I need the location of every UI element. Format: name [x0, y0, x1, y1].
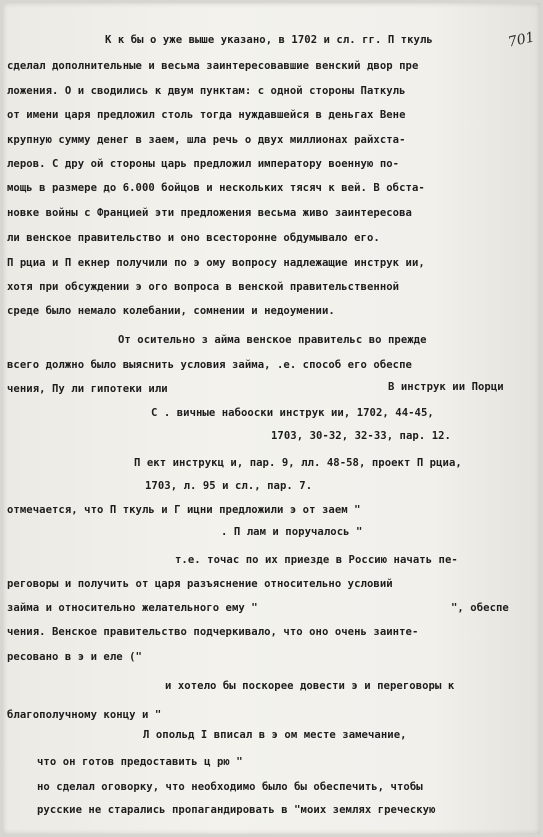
text-line: что он готов предоставить ц рю "	[37, 756, 243, 768]
text-line: т.е. точас по их приезде в Россию начать пе-	[175, 554, 458, 566]
text-line: крупную сумму денег в заем, шла речь о двух миллионах райхста-	[7, 134, 406, 146]
text-line: ресовано в э и еле ("	[7, 651, 142, 663]
text-line: Л опольд I вписал в э ом месте замечание,	[143, 729, 407, 741]
text-line: От осительно з айма венское правительс во прежде	[118, 334, 427, 346]
page-number-mark: 701	[506, 29, 537, 51]
text-line: среде было немало колебании, сомнении и недоумении.	[7, 305, 335, 317]
text-line: В инструк ии Порци	[388, 381, 504, 393]
text-line: ложения. О и сводились к двум пунктам: с одной стороны Паткуль	[7, 85, 406, 97]
text-line: но сделал оговорку, что необходимо было бы обеспечить, чтобы	[37, 781, 423, 793]
text-line: 1703, л. 95 и сл., пар. 7.	[145, 480, 313, 492]
text-line: всего должно было выяснить условия займа, .е. способ его обеспе	[7, 359, 412, 371]
text-line: К к бы о уже выше указано, в 1702 и сл. гг. П ткуль	[105, 34, 433, 46]
text-line: от имени царя предложил столь тогда нуждавшейся в деньгах Вене	[7, 109, 406, 121]
document-page	[3, 3, 540, 834]
text-line: чения, Пу ли гипотеки или	[7, 383, 168, 395]
text-line: благополучному концу и "	[7, 709, 162, 721]
text-line: сделал дополнительные и весьма заинтересовавшие венский двор пре	[7, 60, 419, 72]
text-line: П рциа и П екнер получили по э ому вопросу надлежащие инструк ии,	[7, 257, 425, 269]
text-line: реговоры и получить от царя разъяснение относительно условий	[7, 578, 393, 590]
text-line: и хотело бы поскорее довести э и переговоры к	[165, 680, 455, 692]
text-line: чения. Венское правительство подчеркивало, что оно очень заинте-	[7, 626, 419, 638]
text-line: новке войны с Францией эти предложения весьма живо заинтересова	[7, 207, 412, 219]
text-line: С . вичные набооски инструк ии, 1702, 44-45,	[151, 407, 434, 419]
text-line: . П лам и поручалось "	[221, 526, 363, 538]
text-line: ли венское правительство и оно всесторонне обдумывало его.	[7, 232, 380, 244]
text-line: П ект инструкц и, пар. 9, лл. 48-58, проект П рциа,	[134, 457, 462, 469]
text-line: отмечается, что П ткуль и Г ицни предложили э от заем "	[7, 504, 361, 516]
text-line: мощь в размере до 6.000 бойцов и нескольких тясяч к вей. В обста-	[7, 182, 425, 194]
text-line: леров. С дру ой стороны царь предложил императору военную по-	[7, 158, 400, 170]
text-line: ", обеспе	[451, 602, 509, 614]
text-line: 1703, 30-32, 32-33, пар. 12.	[271, 430, 451, 442]
text-line: займа и относительно желательного ему "	[7, 602, 258, 614]
text-line: хотя при обсуждении э ого вопроса в венской правительственной	[7, 281, 400, 293]
text-line: русские не старались пропагандировать в "моих землях греческую	[37, 804, 436, 816]
